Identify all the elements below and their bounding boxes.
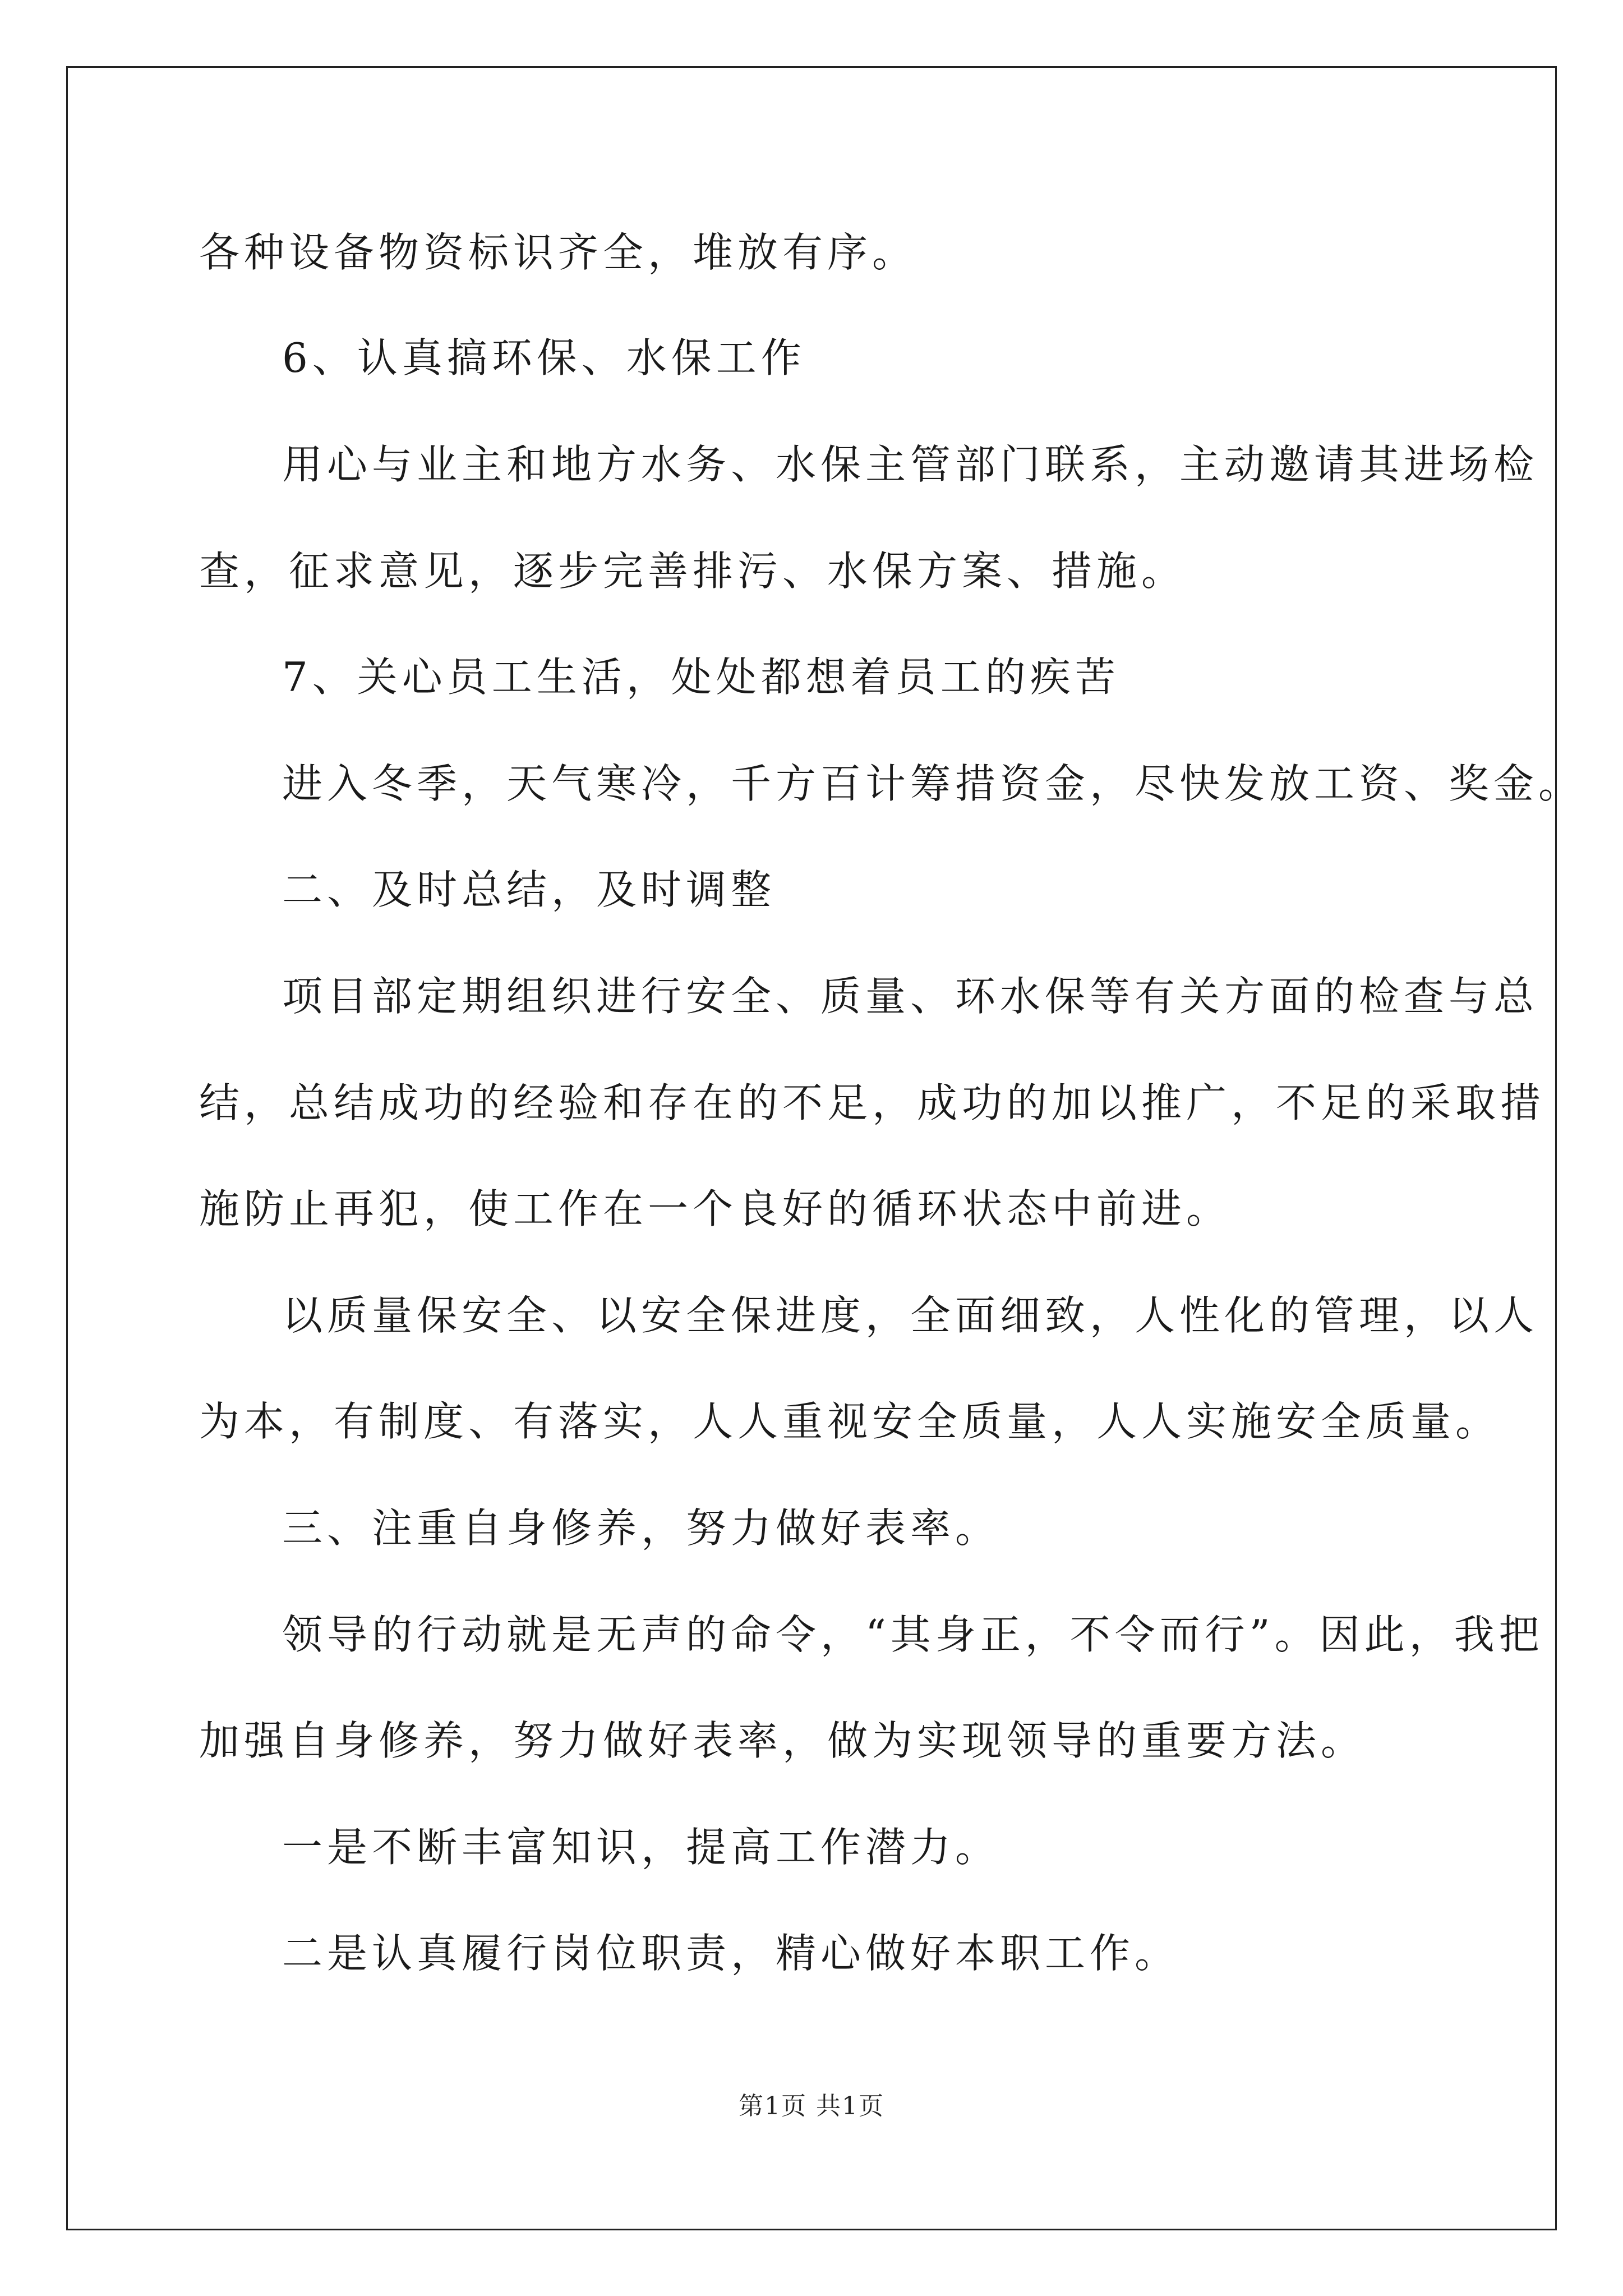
text-line: 用心与业主和地方水务、水保主管部门联系，主动邀请其进场检 — [282, 441, 1539, 488]
text-line: 加强自身修养，努力做好表率，做为实现领导的重要方法。 — [199, 1717, 1366, 1764]
text-line: 结，总结成功的经验和存在的不足，成功的加以推广，不足的采取措 — [199, 1079, 1546, 1126]
page-frame — [66, 66, 1557, 2230]
text-line: 进入冬季，天气寒冷，千方百计筹措资金，尽快发放工资、奖金。 — [282, 760, 1584, 807]
text-line: 为本，有制度、有落实，人人重视安全质量，人人实施安全质量。 — [199, 1398, 1501, 1445]
text-line: 7、关心员工生活，处处都想着员工的疾苦 — [282, 654, 1120, 701]
text-line: 二是认真履行岗位职责，精心做好本职工作。 — [282, 1930, 1180, 1977]
text-line: 二、及时总结，及时调整 — [282, 866, 776, 913]
text-line: 三、注重自身修养，努力做好表率。 — [282, 1504, 1000, 1552]
page-footer: 第1页 共1页 — [739, 2092, 884, 2120]
text-line: 查，征求意见，逐步完善排污、水保方案、措施。 — [199, 547, 1187, 595]
text-line: 以质量保安全、以安全保进度，全面细致，人性化的管理，以人 — [282, 1292, 1539, 1339]
text-line: 领导的行动就是无声的命令，“其身正，不令而行”。因此，我把 — [282, 1611, 1544, 1658]
text-line: 施防止再犯，使工作在一个良好的循环状态中前进。 — [199, 1185, 1232, 1232]
text-line: 6、认真搞环保、水保工作 — [282, 334, 806, 381]
text-line: 一是不断丰富知识，提高工作潜力。 — [282, 1824, 1000, 1871]
text-line: 项目部定期组织进行安全、质量、环水保等有关方面的检查与总 — [282, 973, 1539, 1020]
text-line: 各种设备物资标识齐全，堆放有序。 — [199, 229, 917, 276]
